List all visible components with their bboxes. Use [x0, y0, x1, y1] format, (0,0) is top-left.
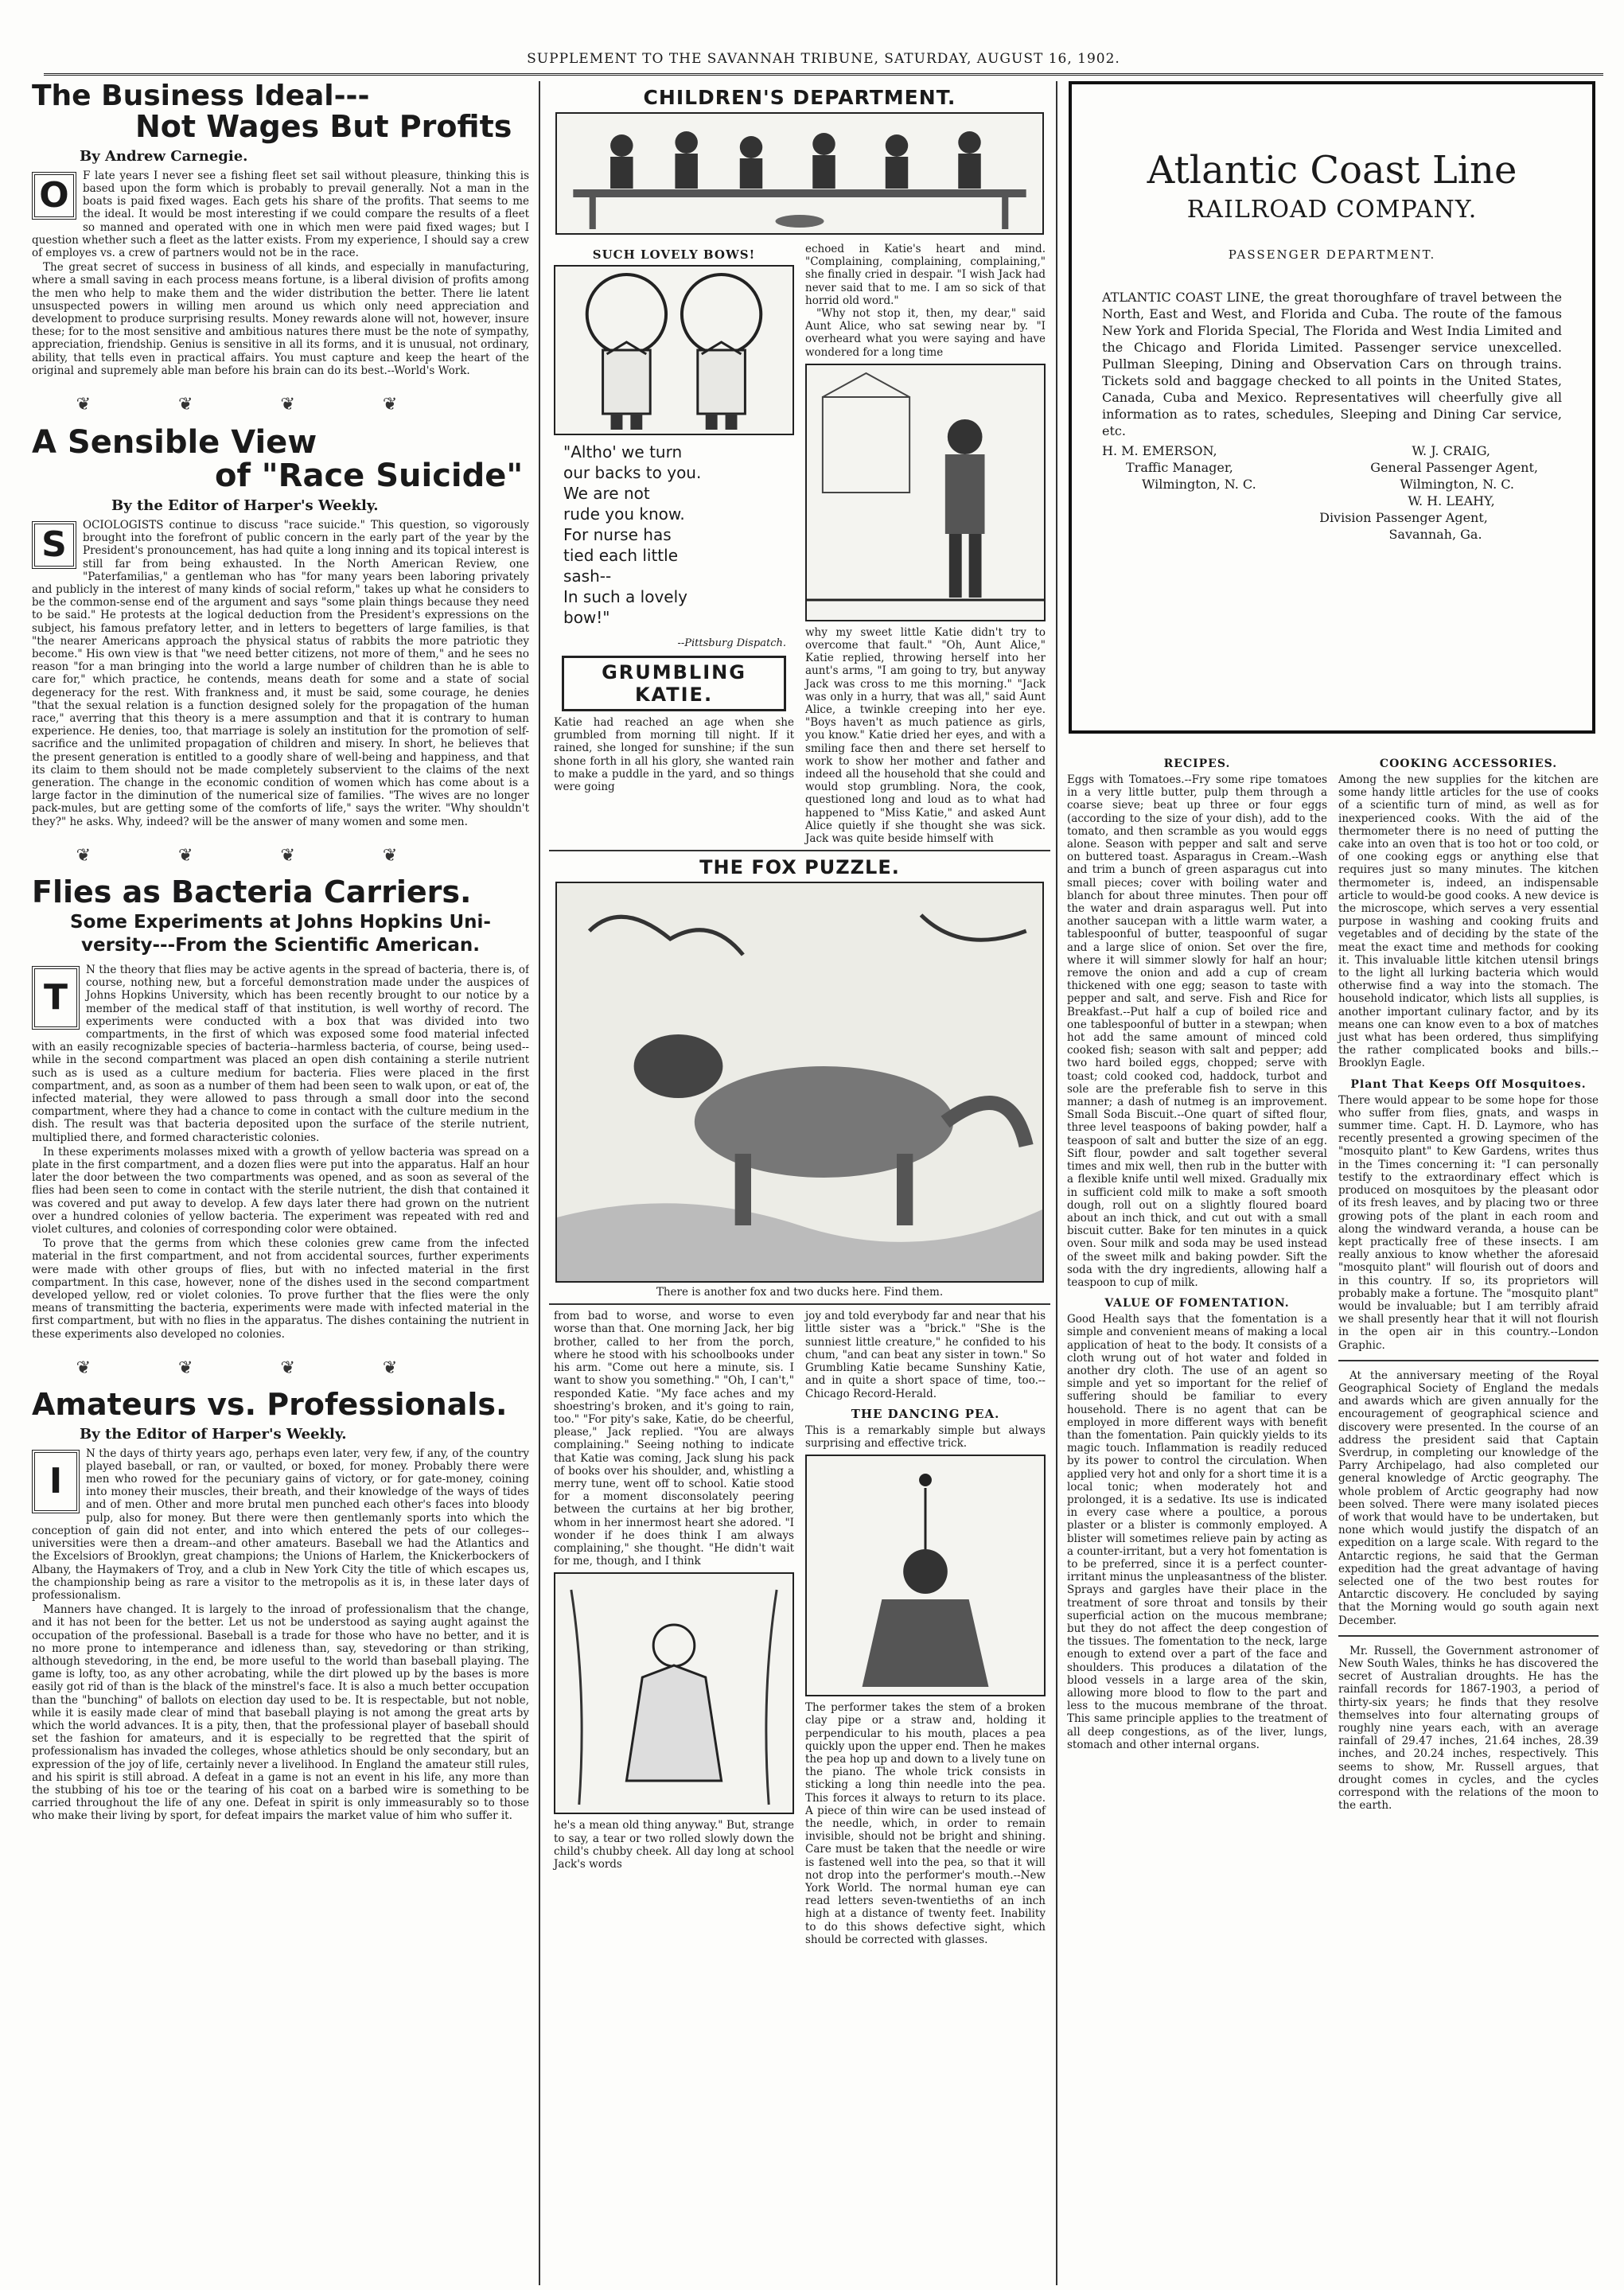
- paragraph: N the days of thirty years ago, perhaps even later, very few, if any, of the country played baseball, or ran, or vaulted, or boxed, for money. Probably there were men who rowed for the pecuniary gains of victory, or for gate-money, coining into money their muscles, their breath, and their knowledge of the ways of tides and of men. Other and more brutal men punched each other's faces into bloody pulp, also for money. But there were then gentlemanly sports into which the conception of gain did not enter, and into which entered the pets of our colleges--universities were then a dream--and other amateurs. Baseball we had the Atlantics and the Excelsiors of Brooklyn, great champions; the Unions of Harlem, the Knickerbockers of Albany, the Haymakers of Troy, and a club in New York City the title of which escapes us, the championship being as rare a visitor to the metropolis as it is, in these later days of professionalism.: [32, 1447, 529, 1602]
- business-ideal-article: [32, 81, 529, 377]
- story-paragraph: from bad to worse, and worse to even worse than that. One morning Jack, her big brother, called to her from the porch, where he stood with his schoolbooks under his arm. "Come out here a minute, sis. I want to show you something." "Oh, I can't," responded Katie. "My face aches and my shoestring's broken, and it's going to rain, too." "For pity's sake, Katie, do be cheerful, please," Jack replied. "You are always complaining." Seeing nothing to indicate that Katie was coming, Jack slung his pack of books over his shoulder, and, whistling a merry tune, went off to school. Katie stood for a moment disconsolately peering between the curtains at her big brother, whom in her innermost heart she adored. "I wonder if he does think I am always complaining," she thought. "He didn't wait for me, though, and I think: [554, 1310, 794, 1568]
- grumbling-katie-title: GRUMBLING KATIE.: [562, 656, 786, 711]
- paragraph: N the theory that flies may be active agents in the spread of bacteria, there is, of course, nothing new, but a forceful demonstration made under the auspices of Johns Hopkins University, which has been recently brought to our notice by a member of the medical staff of that institution, is well worthy of record. The experiments were conducted with a box that was divided into two compartments, in the first of which was exposed some food material infected with an easily recognizable species of bacteria--harmless bacteria, of course, being used--while in the second compartment was placed an open dish containing a sterile nutrient such as is used as a culture medium for bacteria. Flies were placed in the first compartment, and, as soon as a number of them had been seen to walk upon, or eat of, the infected material, they were allowed to pass through a small door into the second compartment, where they had a chance to come in contact with the culture medium in the dish. The result was that bacteria deposited upon the surface of the sterile nutrient, multiplied there, and formed characteristic colonies.: [32, 963, 529, 1144]
- railroad-advertisement: [1069, 81, 1595, 734]
- fomentation-title: VALUE OF FOMENTATION.: [1104, 1297, 1290, 1311]
- bows-title: SUCH LOVELY BOWS!: [592, 247, 756, 262]
- story-paragraph: This is a remarkably simple but always surprising and effective trick.: [805, 1423, 1046, 1450]
- poem-line: our backs to you.: [563, 463, 702, 482]
- poem-line: For nurse has: [563, 525, 672, 544]
- signature-name: H. M. EMERSON,: [1102, 443, 1217, 458]
- poem-line: In such a lovely: [563, 587, 687, 606]
- two-girls-bows-illustration: [554, 265, 794, 435]
- paragraph: The great secret of success in business of all kinds, and especially in manufacturing, where a small saving in each process means fortune, is a liberal division of profits among the men who help to make them and the wider distribution the better. There lie latent unsuspected powers in willing men around us which only need appreciation and development to produce surprising results. Money rewards alone will not, however, insure these; for to the most sensitive and ambitious natures there must be the note of sympathy, appreciation, friendship. Genius is sensitive in all its forms, and it is unusual, not ordinary, ability, that tells even in practical affairs. You must capture and keep the heart of the original and supremely able man before his brain can do its best.--World's Work.: [32, 261, 529, 377]
- leaf-ornament: ❦❦❦❦: [76, 1357, 485, 1378]
- mosquito-text: There would appear to be some hope for those who suffer from flies, gnats, and wasps in summer time. Capt. H. D. Laymore, who has recently presented a growing specimen of the "mosquito plant" to Kew Gardens, writes thus in the Times concerning it: "I can personally testify to the extraordinary effect which is produced on mosquitoes by the pleasant odor of its fresh leaves, and by placing two or three growing pots of the plant in each room and along the windward veranda, a house can be kept practically free of these insects. I am really anxious to know whether the aforesaid "mosquito plant" will flourish out of doors and in this country. If so, its proprietors will probably make a fortune. The "mosquito plant" would be invaluable; but I am terribly afraid we shall presently hear that it will not flourish in the open air in this country.--London Graphic.: [1338, 1093, 1599, 1352]
- cooking-accessories-title: COOKING ACCESSORIES.: [1379, 757, 1558, 770]
- signature-place: Savannah, Ga.: [1388, 527, 1482, 542]
- story-paragraph: echoed in Katie's heart and mind. "Complaining, complaining, complaining," she finally cried in despair. "I wish Jack had never said that to me. I am so sick of that horrid old word.": [805, 243, 1046, 307]
- column-rule-1: [539, 81, 540, 2285]
- ad-department: PASSENGER DEPARTMENT.: [1228, 247, 1436, 262]
- fomentation-text: Good Health says that the fomentation is a simple and convenient means of making a local application of heat to the body. It consists of a cloth wrung out of hot water and folded in another dry cloth. The use of an agent so simple and yet so important for the relief of suffering should be familiar to every household. There is no agent that can be employed in more different ways with benefit than the fomentation. Pain quickly yields to its magic touch. Inflammation is readily reduced by its power to control the circulation. When applied very hot and only for a short time it is a local tonic; when moderately hot and prolonged, it is a sedative. Its use is indicated in every case where a poultice, a porous plaster or a blister is commonly employed. A blister will sometimes relieve pain by acting as a counter-irritant, but a very hot fomentation is to be preferred, since it is a perfect counter-irritant minus the unpleasantness of the blister. Sprays and gargles have their place in the treatment of sore throat and tonsils by their superficial action on the mucous membrane; but they do not affect the deep congestion of the tissues. The fomentation to the neck, large enough to extend over a part of the face and shoulders. This produces a dilatation of the blood vessels in a large area of the skin, allowing more blood to flow to the part and less to the mucous membrane of the throat. This same principle applies to the treatment of all deep congestions, as of the liver, lungs, stomach and other internal organs.: [1067, 1313, 1327, 1751]
- poem-line: sash--: [563, 567, 612, 586]
- drop-cap: S: [32, 521, 76, 569]
- signature-title: Traffic Manager,: [1126, 460, 1233, 475]
- recipes-title: RECIPES.: [1163, 757, 1231, 770]
- leaf-ornament: ❦❦❦❦: [76, 394, 485, 415]
- center-column: [549, 81, 1050, 2285]
- paragraph: To prove that the germs from which these colonies grew came from the infected material in the first compartment, and not from accidental sources, further experiments were made with other groups of flies, but with no infected material in the first compartment. In this case, however, none of the dishes used in the second compartment developed yellow, red or violet colonies. To prove further that the flies were the only means of transmitting the bacteria, experiments were made with infected material in the first compartment, but with no flies in the apparatus. The dishes containing the nutrient in these experiments also developed no colonies.: [32, 1237, 529, 1341]
- poem-line: We are not: [563, 484, 650, 503]
- article-subtitle: Some Experiments at Johns Hopkins Uni-: [70, 911, 491, 933]
- signature-name: W. H. LEAHY,: [1408, 493, 1495, 508]
- poem-credit: --Pittsburg Dispatch.: [677, 637, 786, 649]
- ad-body: ATLANTIC COAST LINE, the great thoroughfare of travel between the North, East and West, and Florida and Cuba. The route of the famous New York and Florida Special, The Florida and West India Limited and the Chicago and Florida Limited. Passenger service unexcelled. Pullman Sleeping, Dining and Observation Cars on through trains. Tickets sold and baggage checked to all points in the United States, Canada, Cuba and Mexico. Representatives will cheerfully give all information as to rates, schedules, Sleeping and Dining Car service, etc.: [1102, 290, 1562, 438]
- fox-puzzle-title: THE FOX PUZZLE.: [699, 856, 900, 879]
- fox-puzzle-caption: There is another fox and two ducks here. Find them.: [656, 1286, 944, 1299]
- poem-line: tied each little: [563, 546, 679, 565]
- ad-title: Atlantic Coast Line: [1147, 148, 1517, 193]
- signature-title: Division Passenger Agent,: [1319, 510, 1488, 525]
- byline: By the Editor of Harper's Weekly.: [111, 497, 379, 514]
- signature-place: Wilmington, N. C.: [1142, 477, 1256, 492]
- dancing-pea-title: THE DANCING PEA.: [851, 1406, 1000, 1421]
- leaf-ornament: ❦❦❦❦: [76, 845, 485, 866]
- article-title: The Business Ideal---: [32, 81, 370, 112]
- paragraph: OCIOLOGISTS continue to discuss "race suicide." This question, so vigorously brought into the forefront of public concern in the early part of the year by the President's pronouncement, has had quite a long inning and its topical interest is still far from being exhausted. In the North American Review, one "Paterfamilias," a gentleman who has "for many years been laboring privately and publicly in the interest of many kinds of social reform," takes up what he considers to be the common-sense end of the argument and says "some plain things because they need to be said." He protests at the logical deduction from the President's expressions on the subject, his famous prefatory letter, and in letters to begetters of large families, is that "the nearer Americans approach the physical status of rabbits the more patriotic they become." His own view is that "we need better citizens, not more of them," and he sees no reason "for a man bringing into the world a large number of children than he is able to care for," which practice, he contends, means death for some and a state of social degeneracy for the rest. With frankness and, it must be said, some courage, he denies "that the sexual relation is a function designed solely for the propagation of the human race," averring that this theory is a mere assumption and that it is contrary to human experience. He denies, too, that marriage is solely an institution for the promotion of self-sacrifice and the unlimited propagation of children and misery. In short, he believes that the present generation is entitled to a goodly share of well-being and happiness, and that its claim to them should not be made completely subservient to the claims of the next generation. The change in the economic condition of women which has come about is a large factor in the diminution of the numerical size of families. "The wives are no longer pack-mules, but are getting some of the comforts of life," says the writer. "Why shouldn't they?" he asks. Why, indeed? will be the answer of many women and some men.: [32, 518, 529, 828]
- flies-bacteria-article: [32, 874, 529, 1341]
- fox-puzzle-illustration: [555, 882, 1044, 1283]
- signature-place: Wilmington, N. C.: [1400, 477, 1514, 492]
- amateurs-article: [32, 1386, 529, 1823]
- ad-signatures: [1102, 442, 1562, 543]
- dancing-pea-illustration: [805, 1455, 1046, 1696]
- drop-cap: T: [32, 966, 80, 1030]
- story-paragraph: The performer takes the stem of a broken clay pipe or a straw and, holding it perpendicular to his mouth, places a pea quickly upon the upper end. Then he makes the pea hop up and down to a lively tune on the piano. The whole trick consists in sticking a long thin needle into the pea. This forces it always to return to its place. A piece of thin wire can be used instead of the needle, which, in order to remain invisible, should not be bright and shining. Care must be taken that the needle or wire is fastened well into the pea, so that it will not drop into the performer's mouth.--New York World. The normal human eye can read letters seven-twentieths of an inch high at a distance of twenty feet. Inability to do this shows defective sight, which should be corrected with glasses.: [805, 1701, 1046, 1946]
- boy-at-gate-illustration: [805, 364, 1046, 621]
- arctic-text: At the anniversary meeting of the Royal Geographical Society of England the medals and awards which are given annually for the encouragement of geographical science and discovery were presented. In the course of an address the president said that Captain Sverdrup, in completing our knowledge of the Parry Archipelago, had also completed our general knowledge of Arctic geography. The whole problem of Arctic geography had now been solved. There were many isolated pieces of work that would have to be undertaken, but none which would justify the dispatch of an expedition on a large scale. With regard to the Antarctic regions, he said that the German expedition had the great advantage of having selected one of the two best routes for Antarctic discovery. He concluded by saying that the Morning would go south again next December.: [1338, 1369, 1599, 1627]
- russell-text: Mr. Russell, the Government astronomer of New South Wales, thinks he has discovered the secret of Australian droughts. He has the rainfall records for 1867-1903, a period of thirty-six years; he finds that they resolve themselves into four alternating groups of roughly nine years each, with an average rainfall of 29.47 inches, 21.64 inches, 28.39 inches, and 20.24 inches, respectively. This seems to show, Mr. Russell argues, that drought comes in cycles, and the cycles correspond with the relations of the moon to the earth.: [1338, 1644, 1599, 1813]
- paragraph: Manners have changed. It is largely to the inroad of professionalism that the change, and it has not been for the better. Let us not be understood as saying aught against the occupation of the professional. Baseball is a trade for those who have no better, and it is no more prone to intemperance and idleness than, say, stevedoring or than striking, although stevedoring, in the end, be more useful to the world than baseball playing. The game is lofty, too, as any other acrobating, while the dirt plowed up by the bases is more easily got rid of than is the black of the minstrel's face. It is also a much better occupation than the "bunching" of ballots on election day used to be. It is respectable, but not noble, while it is easily made clear of mind that baseball playing is not among the great arts by which the world advances. It is a pity, then, that the professional player of baseball should set the fashion for amateurs, and it is especially to be regretted that the spirit of professionalism has invaded the colleges, whose athletics should be only secondary, but an expression of the joy of life, certainly never a livelihood. In England the amateur still rules, and his spirit is still abroad. A defeat in a game is not an event in his life, any more than the stubbing of his toe or the tearing of his coat on a barbed wire is something to be carried throughout the life of any one. Defeat in spirit is only immeasurably so to those who make their living by sport, for defeat impairs the market value of him who suffer it.: [32, 1603, 529, 1823]
- recipes-text: Eggs with Tomatoes.--Fry some ripe tomatoes in a very little butter, pulp them through a coarse sieve; beat up three or four eggs (according to the size of your dish), add to the tomato, and then scramble as you would eggs alone. Season with pepper and salt and serve on buttered toast. Asparagus in Cream.--Wash and trim a bunch of green asparagus cut into small pieces; cover with boiling water and blanch for about three minutes. Then pour off the water and drain asparagus well. Put into another saucepan with a little warm water, a tablespoonful of butter, teaspoonful of sugar and a large slice of onion. Set over the fire, where it will simmer slowly for half an hour; remove the onion and add a cup of cream thickened with one egg; season to taste with pepper and salt, and serve. Fish and Rice for Breakfast.--Put half a cup of boiled rice and one tablespoonful of butter in a stewpan; when hot add the same amount of minced cold cooked fish; season with salt and pepper; add two hard boiled eggs, chopped; serve with toast; cold cooked cod, haddock, turbot and sole are the preferable fish to serve in this manner; a dash of nutmeg is an improvement. Small Soda Biscuit.--One quart of sifted flour, three level teaspoons of baking powder, half a teaspoon of salt and butter the size of an egg. Sift flour, powder and salt together several times and mix well, then rub in the butter with a flexible knife until well mixed. Gradually mix in sufficient cold milk to make a soft smooth dough, roll out on a slightly floured board about an inch thick, and cut out with a small biscuit cutter. Bake for ten minutes in a quick oven. Sour milk and soda may be used instead of the sweet milk and baking powder. Sift the soda with the dry ingredients, allowing half a teaspoon to cup of milk.: [1067, 773, 1327, 1289]
- masthead: SUPPLEMENT TO THE SAVANNAH TRIBUNE, SATURDAY, AUGUST 16, 1902.: [44, 51, 1603, 76]
- column-rule-2: [1056, 81, 1057, 2285]
- article-title: Amateurs vs. Professionals.: [32, 1386, 508, 1422]
- byline: By Andrew Carnegie.: [80, 147, 248, 165]
- story-paragraph: "Why not stop it, then, my dear," said Aunt Alice, who sat sewing near by. "I overheard what you were saying and have wondered for a long time: [805, 307, 1046, 359]
- mosquito-plant-title: Plant That Keeps Off Mosquitoes.: [1350, 1077, 1587, 1091]
- byline: By the Editor of Harper's Weekly.: [80, 1425, 347, 1443]
- signature-name: W. J. CRAIG,: [1412, 443, 1490, 458]
- poem-line: "Altho' we turn: [563, 442, 683, 462]
- race-suicide-article: [32, 423, 529, 828]
- poem-line: bow!": [563, 608, 610, 627]
- drop-cap: O: [32, 172, 76, 220]
- right-column: [1062, 81, 1603, 2285]
- bows-poem: [554, 435, 794, 634]
- girl-at-window-illustration: [554, 1572, 794, 1814]
- article-subtitle-line2: versity---From the Scientific American.: [81, 935, 480, 956]
- article-title: A Sensible View: [32, 423, 317, 461]
- article-title-line2: of "Race Suicide": [215, 457, 524, 494]
- children-on-bench-illustration: [555, 112, 1044, 235]
- story-paragraph: joy and told everybody far and near that his little sister was a "brick." "She is the sunniest little creature," he confided to his chum, "and can beat any sister in town." So Grumbling Katie became Sunshiny Katie, and in quite a short space of time, too.--Chicago Record-Herald.: [805, 1310, 1046, 1400]
- signature-title: General Passenger Agent,: [1370, 460, 1538, 475]
- left-column: [32, 81, 529, 2285]
- poem-line: rude you know.: [563, 504, 685, 524]
- drop-cap: I: [32, 1450, 80, 1513]
- article-title: Flies as Bacteria Carriers.: [32, 874, 472, 909]
- ad-subtitle: RAILROAD COMPANY.: [1186, 196, 1478, 224]
- story-paragraph: why my sweet little Katie didn't try to overcome that fault." "Oh, Aunt Alice," Katie replied, throwing herself into her aunt's arms, "I am going to try, but anyway Jack was cross to me this morning." "Jack was only in a hurry, that was all," said Aunt Alice, a twinkle creeping into her eye. "Boys haven't as much patience as girls, you know." Katie dried her eyes, and with a smiling face then and there set herself to work to show her mother and father and indeed all the household that she could and would stop grumbling. Nora, the cook, questioned long and loud as to what had happened to "Miss Katie," and asked Aunt Alice quietly if she thought she was sick. Jack was quite beside himself with: [805, 625, 1046, 846]
- story-paragraph: Katie had reached an age when she grumbled from morning till night. If it rained, she longed for sunshine; if the sun shone forth in all his glory, she wanted rain to make a puddle in the yard, and so things were going: [554, 716, 794, 794]
- article-title-line2: Not Wages But Profits: [135, 108, 512, 144]
- cooking-text: Among the new supplies for the kitchen are some handy little articles for the use of cooks of a scientific turn of mind, as well as for inexperienced cooks. With the aid of the thermometer there is no need of putting the cake into an oven that is too hot or too cold, or of one cooking eggs or anything else that requires just so many minutes. The kitchen thermometer is, indeed, an indispensable article to would-be good cooks. A new device is the microscope, which serves a very essential purpose in washing and cooking fruits and vegetables and of deciding by the state of the meat the exact time and methods for cooking it. This invaluable little kitchen utensil brings to the light all lurking bacteria which would otherwise find a way into the stomach. The household indicator, which lists all supplies, is another important culinary factor, and by its means one can know even to a box of matches just what has been ordered, thus simplifying the rather complicated books and bills.--Brooklyn Eagle.: [1338, 773, 1599, 1070]
- story-paragraph: he's a mean old thing anyway." But, strange to say, a tear or two rolled slowly down the child's chubby cheek. All day long at school Jack's words: [554, 1819, 794, 1871]
- childrens-department-title: CHILDREN'S DEPARTMENT.: [643, 86, 956, 109]
- paragraph: F late years I never see a fishing fleet set sail without pleasure, thinking this is based upon the form which is probably to prevail generally. Not a man in the boats is paid fixed wages. Each gets his share of the profits. That seems to me the ideal. It would be most interesting if we could compare the results of a fleet so manned and operated with one in which men were paid fixed wages; but I question whether such a fleet as the latter exists. From my experience, I should say a crew of employes vs. a crew of partners would not be in the race.: [32, 169, 529, 259]
- paragraph: In these experiments molasses mixed with a growth of yellow bacteria was spread on a plate in the first compartment, and a dozen flies were put into the apparatus. Half an hour later the door between the two compartments was opened, and as soon as several of the flies had been seen to come in contact with the sterile nutrient, the dish that contained it was covered and put away to develop. A few days later there had grown on the nutrient over a hundred colonies of yellow bacteria. The experiment was repeated with red and violet cultures, and colonies of corresponding color were obtained.: [32, 1145, 529, 1236]
